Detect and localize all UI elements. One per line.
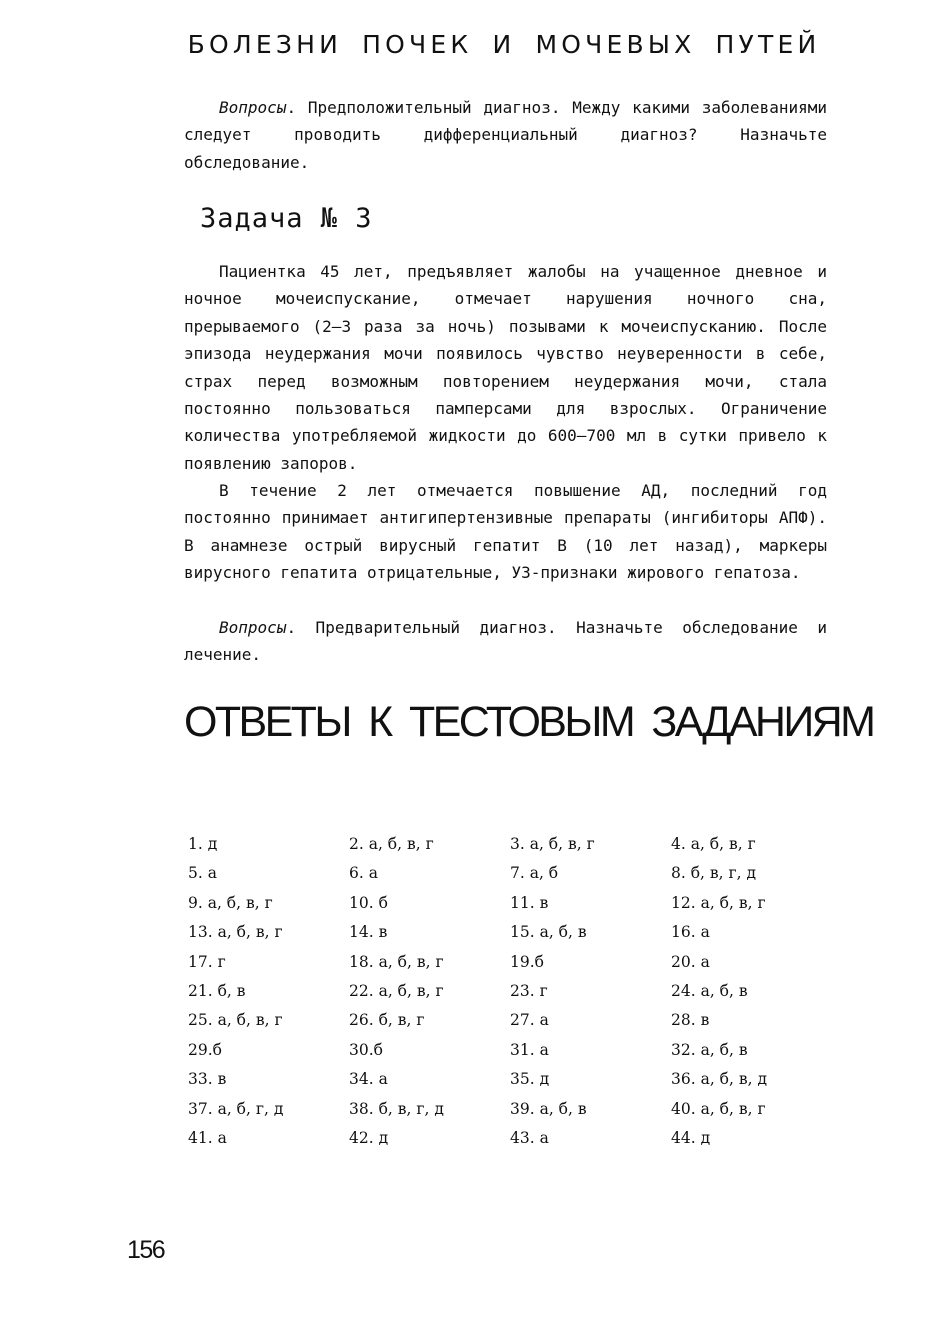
- task3-paragraph-1: Пациентка 45 лет, предъявляет жалобы на учащенное дневное и ночное мочеиспускание, отмечает нарушения ночного сна, прерываемого (2–3 раза за ночь) позывами к мочеиспусканию. После эпизода неудержания мочи появилось чувство неуверенности в себе, страх перед возможным повторением неудержания мочи, стала постоянно пользоваться памперсами для взрослых. Ограничение количества употребляемой жидкости до 600–700 мл в сутки привело к появлению запоров.: [184, 262, 827, 473]
- answer-item: 42. д: [349, 1128, 389, 1147]
- answer-item: 32. а, б, в: [671, 1040, 748, 1059]
- answer-item: 23. г: [510, 981, 548, 1000]
- answer-item: 13. а, б, в, г: [188, 923, 283, 942]
- task3-paragraph-2: В течение 2 лет отмечается повышение АД, последний год постоянно принимает антигипертензивные препараты (ингибиторы АПФ). В анамнезе острый вирусный гепатит В (10 лет назад), маркеры вирусного гепатита отрицательные, УЗ-признаки жирового гепатоза.: [184, 481, 827, 583]
- answer-item: 38. б, в, г, д: [349, 1099, 444, 1118]
- answer-item: 40. а, б, в, г: [671, 1099, 766, 1118]
- answer-item: 16. а: [671, 923, 710, 942]
- answer-item: 35. д: [510, 1070, 550, 1089]
- answer-item: 41. а: [188, 1128, 227, 1147]
- answer-item: 31. а: [510, 1040, 549, 1059]
- answer-item: 11. в: [510, 893, 549, 912]
- answers-table: [188, 829, 828, 1152]
- page-number: 156: [127, 1236, 165, 1264]
- answer-item: 10. б: [349, 893, 388, 912]
- answer-item: 12. а, б, в, г: [671, 893, 766, 912]
- answer-item: 17. г: [188, 952, 226, 971]
- questions-text: . Предварительный диагноз. Назначьте обследование и лечение.: [184, 618, 827, 665]
- answer-item: 43. а: [510, 1128, 549, 1147]
- answer-item: 5. а: [188, 864, 217, 883]
- answer-item: 24. а, б, в: [671, 981, 748, 1000]
- answer-item: 18. а, б, в, г: [349, 952, 444, 971]
- answer-item: 33. в: [188, 1070, 227, 1089]
- answer-item: 7. а, б: [510, 864, 559, 883]
- answer-item: 3. а, б, в, г: [510, 835, 595, 853]
- answer-item: 9. а, б, в, г: [188, 893, 273, 912]
- answer-item: 44. д: [671, 1128, 711, 1147]
- answer-item: 20. а: [671, 952, 710, 971]
- answer-item: 8. б, в, г, д: [671, 864, 757, 883]
- answer-item: 22. а, б, в, г: [349, 981, 444, 1000]
- task2-questions: [184, 94, 827, 176]
- answer-item: 29.б: [188, 1040, 222, 1059]
- answer-item: 27. а: [510, 1011, 549, 1030]
- answer-item: 21. б, в: [188, 981, 246, 1000]
- answer-item: 14. в: [349, 923, 388, 942]
- answer-item: 25. а, б, в, г: [188, 1011, 283, 1030]
- answer-item: 4. а, б, в, г: [671, 835, 756, 853]
- answer-item: 19.б: [510, 952, 544, 971]
- answer-item: 2. а, б, в, г: [349, 835, 434, 853]
- task3-questions: [184, 614, 827, 669]
- answer-item: 6. а: [349, 864, 378, 883]
- answer-item: 34. а: [349, 1070, 388, 1089]
- answer-item: 30.б: [349, 1040, 383, 1059]
- questions-text: . Предположительный диагноз. Между какими заболеваниями следует проводить дифференциальный диагноз? Назначьте обследование.: [184, 98, 827, 172]
- answer-item: 26. б, в, г: [349, 1011, 425, 1030]
- questions-label: Вопросы: [219, 618, 287, 637]
- running-header: БОЛЕЗНИ ПОЧЕК И МОЧЕВЫХ ПУТЕЙ: [187, 30, 821, 59]
- questions-label: Вопросы: [219, 98, 287, 117]
- task-heading: Задача № 3: [200, 203, 373, 234]
- answer-item: 39. а, б, в: [510, 1099, 587, 1118]
- answer-item: 15. а, б, в: [510, 923, 587, 942]
- answers-heading: ОТВЕТЫ К ТЕСТОВЫМ ЗАДАНИЯМ: [184, 698, 874, 746]
- answer-item: 36. а, б, в, д: [671, 1070, 767, 1089]
- answer-item: 1. д: [188, 835, 218, 853]
- answer-item: 37. а, б, г, д: [188, 1099, 284, 1118]
- answer-item: 28. в: [671, 1011, 710, 1030]
